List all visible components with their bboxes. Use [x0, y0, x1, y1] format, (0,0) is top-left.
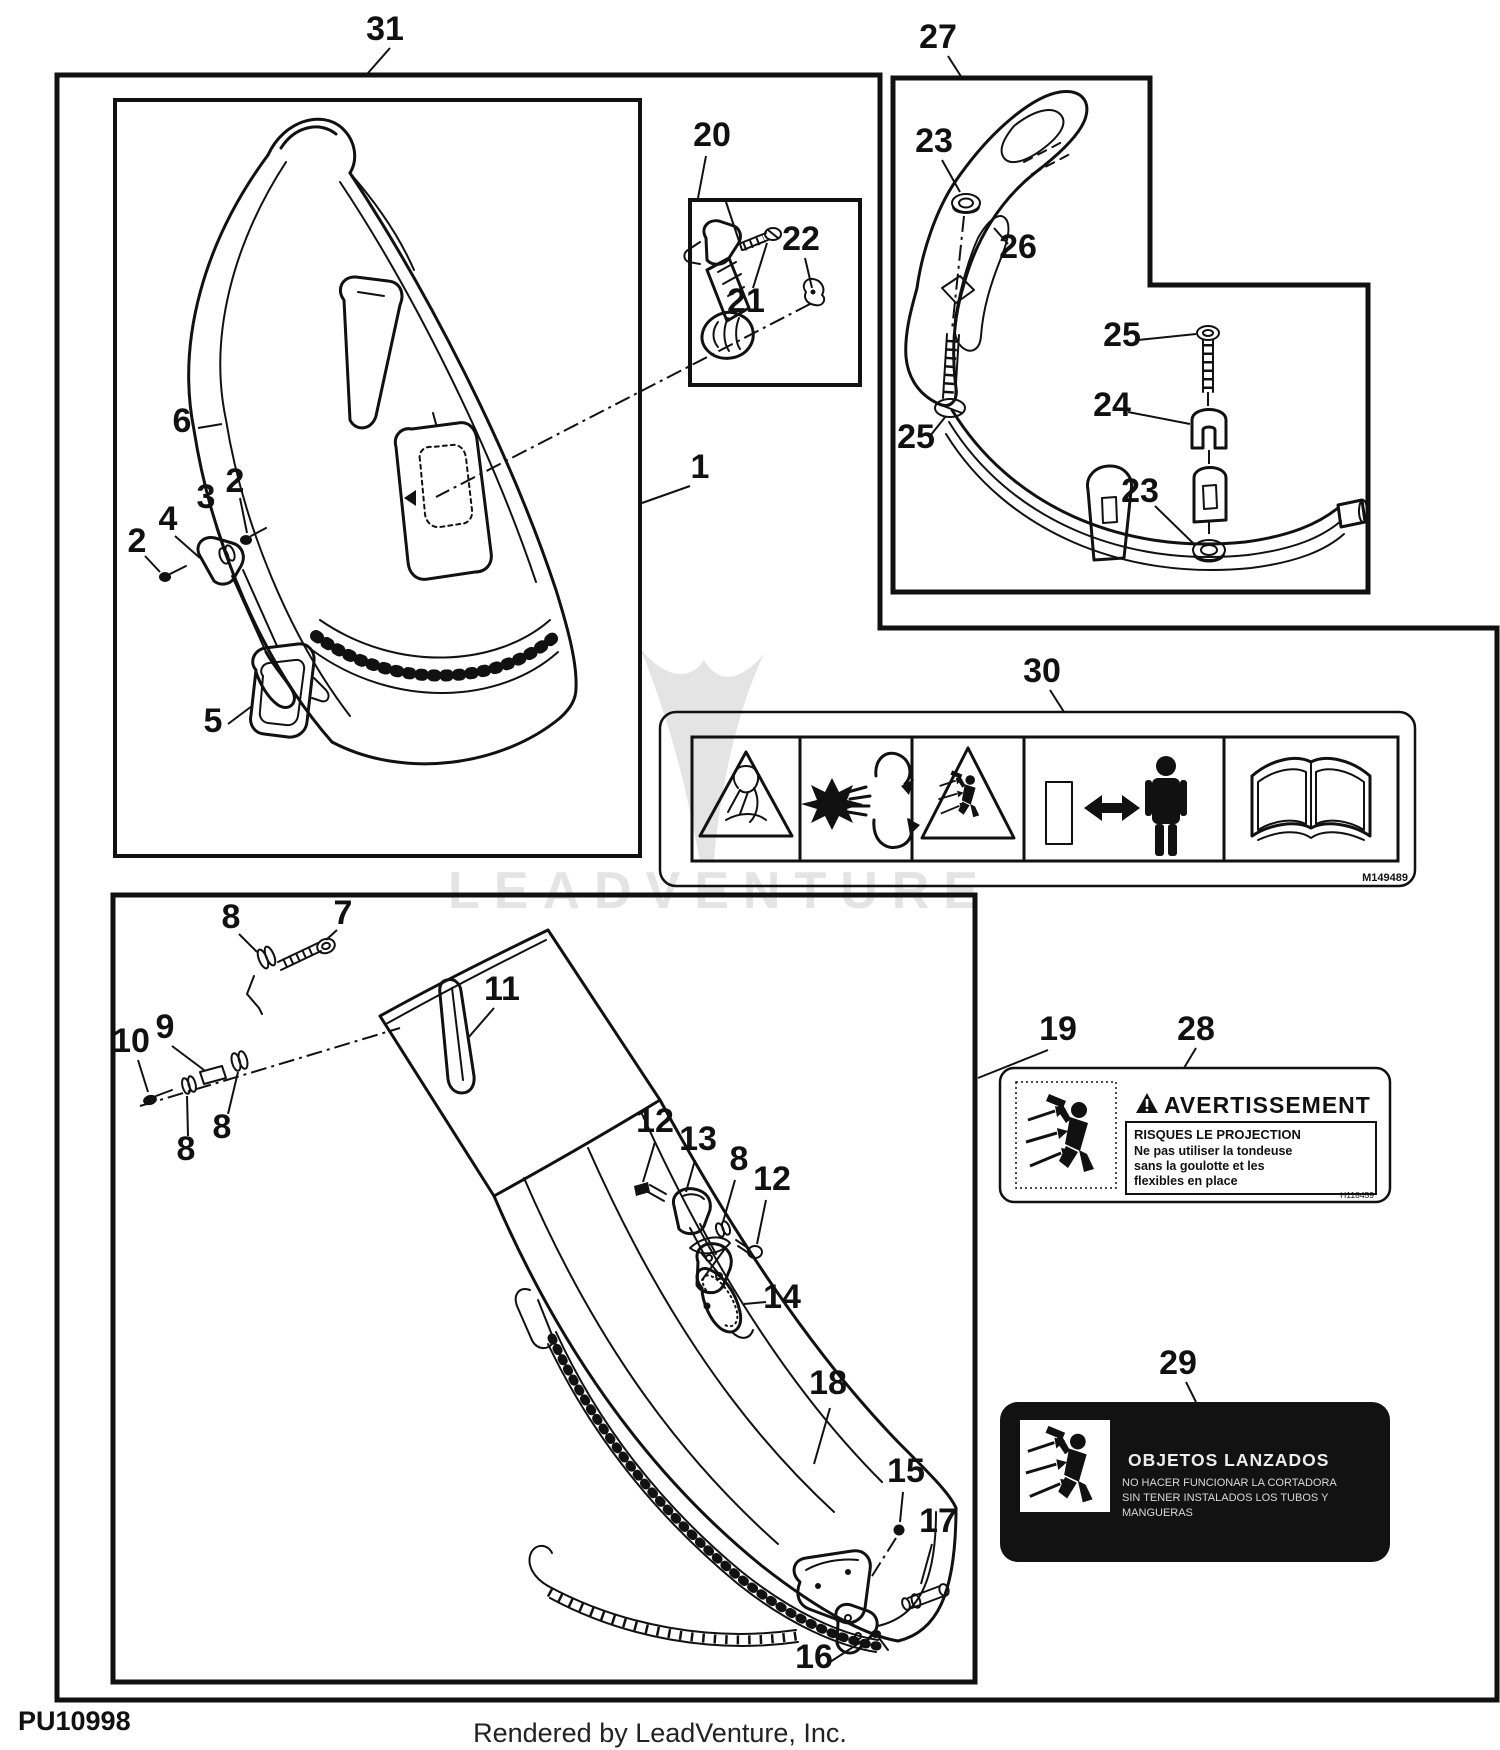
- label-28-title: AVERTISSEMENT: [1164, 1092, 1371, 1118]
- callout-15: 15: [887, 1452, 925, 1490]
- box-19-border: [113, 895, 975, 1682]
- callout-19: 19: [1039, 1010, 1077, 1048]
- left-fastener-cluster: [112, 1008, 400, 1168]
- upper-chute-part-6: [189, 119, 576, 764]
- callout-27: 27: [919, 18, 957, 56]
- callout-18: 18: [809, 1364, 847, 1402]
- upper-chute-box: [115, 100, 640, 856]
- deflector-hardware-cluster: [634, 1102, 801, 1338]
- warning-label-29: [1000, 1344, 1390, 1562]
- callout-22: 22: [782, 220, 820, 258]
- latch-assembly: [684, 202, 753, 358]
- callout-17: 17: [919, 1502, 957, 1540]
- strap-clamp: [1194, 468, 1226, 523]
- callout-4: 4: [158, 500, 178, 538]
- label-28-line4: flexibles en place: [1134, 1174, 1238, 1188]
- callout-8-mid: 8: [729, 1140, 749, 1178]
- callout-9: 9: [155, 1008, 175, 1046]
- callout-14: 14: [763, 1278, 801, 1316]
- right-fastener-stack: [1093, 316, 1226, 562]
- callout-3: 3: [196, 478, 216, 516]
- label-28-line1: RISQUES LE PROJECTION: [1134, 1127, 1301, 1142]
- bolt-25-right-head: [1197, 326, 1219, 340]
- lower-chute-part-18: [380, 930, 956, 1652]
- bracket-box-27: [893, 18, 1368, 592]
- callout-21: 21: [727, 282, 765, 320]
- left-fastener-stack: [897, 122, 980, 456]
- latch-kit-box-20: [684, 116, 860, 385]
- callout-25b: 25: [1103, 316, 1141, 354]
- washer-3: [218, 547, 231, 565]
- callout-8-top: 8: [221, 898, 241, 936]
- latch-link-4: [198, 537, 243, 584]
- label-28-pictogram-box: [1016, 1082, 1116, 1188]
- keep-distance-icon: [1046, 756, 1187, 856]
- label-29-title: OBJETOS LANZADOS: [1128, 1450, 1330, 1470]
- pictogram-label-30: [660, 652, 1415, 886]
- callout-6: 6: [172, 402, 192, 440]
- clamp-24: [1192, 410, 1226, 449]
- callout-12a: 12: [636, 1102, 674, 1140]
- footer-part-code: PU10998: [18, 1706, 131, 1736]
- callout-11: 11: [484, 970, 520, 1008]
- callout-26: 26: [999, 228, 1037, 266]
- label-29-line2: SIN TENER INSTALADOS LOS TUBOS Y: [1122, 1492, 1329, 1504]
- nut-15: [894, 1525, 905, 1536]
- nut-23-left: [952, 194, 980, 212]
- label-29-line1: NO HACER FUNCIONAR LA CORTADORA: [1122, 1477, 1337, 1489]
- callout-13: 13: [679, 1120, 717, 1158]
- callout-10: 10: [112, 1022, 150, 1060]
- callout-24: 24: [1093, 386, 1131, 424]
- callout-29: 29: [1159, 1344, 1197, 1382]
- pin-17: [901, 1583, 951, 1611]
- callout-16: 16: [795, 1638, 833, 1676]
- read-manual-icon: [1252, 758, 1370, 840]
- callout-12b: 12: [753, 1160, 791, 1198]
- thrown-objects-icon: [922, 748, 1014, 838]
- bolt-21: [741, 228, 781, 250]
- top-bolt-group: [222, 894, 353, 1014]
- callout-2a: 2: [127, 522, 147, 560]
- callout-5: 5: [203, 702, 223, 740]
- callout-23a: 23: [915, 122, 953, 160]
- label-29-line3: MANGUERAS: [1122, 1507, 1193, 1519]
- callout-1: 1: [690, 448, 710, 486]
- rotating-parts-icon: [801, 753, 920, 847]
- callout-25a: 25: [897, 418, 935, 456]
- label-28-code: H118459: [1340, 1190, 1374, 1200]
- reference-line-1: [436, 304, 810, 503]
- label-29-pictogram-box: [1020, 1420, 1110, 1512]
- wire-loop-5: [251, 644, 315, 737]
- callout-8-left1: 8: [176, 1130, 196, 1168]
- lower-chute-box-19: [112, 894, 1077, 1682]
- callout-30: 30: [1023, 652, 1061, 690]
- callout-7: 7: [333, 894, 353, 932]
- callout-31: 31: [366, 10, 404, 48]
- label-28-line3: sans la goulotte et les: [1134, 1159, 1265, 1173]
- callout-28: 28: [1177, 1010, 1215, 1048]
- callout-8-left2: 8: [212, 1108, 232, 1146]
- label-30-code: M149489: [1362, 872, 1408, 884]
- callout-20: 20: [693, 116, 731, 154]
- callout-23b: 23: [1121, 472, 1159, 510]
- footer: [18, 1706, 847, 1748]
- leadventure-watermark: LEADVENTURE: [448, 862, 993, 920]
- callout-2b: 2: [225, 462, 245, 500]
- footer-rendered-by: Rendered by LeadVenture, Inc.: [473, 1718, 847, 1748]
- label-28-line2: Ne pas utiliser la tondeuse: [1134, 1144, 1293, 1158]
